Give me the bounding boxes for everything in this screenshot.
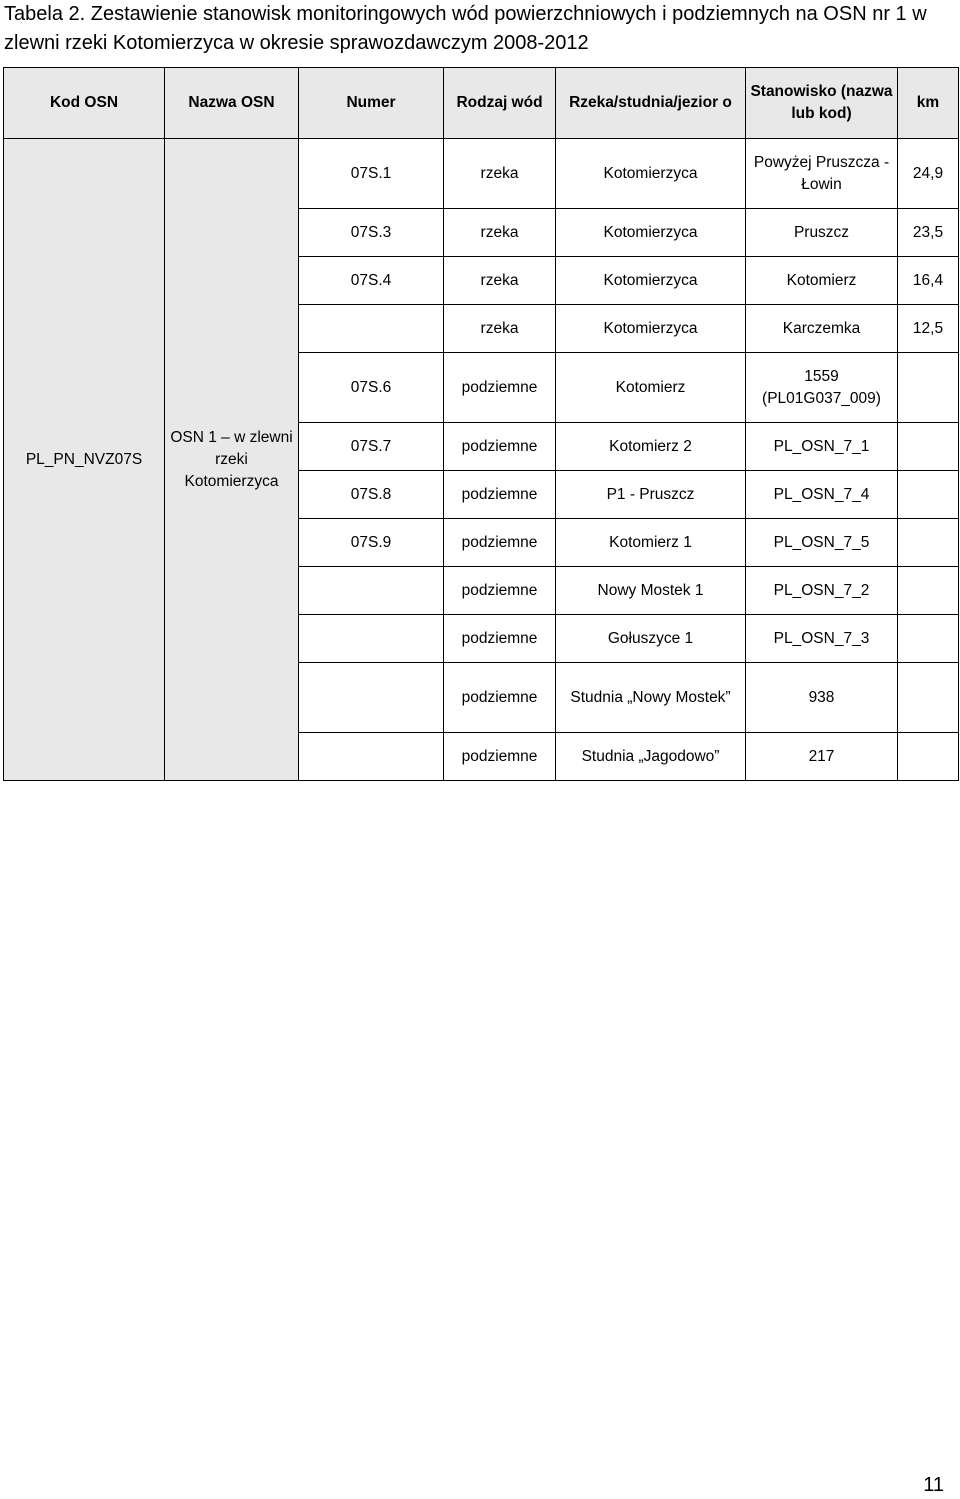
obiekt-cell: Kotomierz	[556, 353, 746, 423]
header-numer: Numer	[299, 68, 444, 139]
table-caption: Tabela 2. Zestawienie stanowisk monitoringowych wód powierzchniowych i podziemnych na OSN nr 1 w zlewni rzeki Kotomierzyca w okresie sprawozdawczym 2008-2012	[4, 3, 927, 54]
obiekt-cell: Studnia „Nowy Mostek”	[556, 663, 746, 733]
obiekt-cell: Studnia „Jagodowo”	[556, 733, 746, 781]
stanowisko-cell: 1559 (PL01G037_009)	[746, 353, 898, 423]
km-cell	[898, 471, 959, 519]
numer-cell: 07S.3	[299, 209, 444, 257]
rodzaj-cell: podziemne	[444, 663, 556, 733]
numer-cell	[299, 305, 444, 353]
obiekt-cell: Nowy Mostek 1	[556, 567, 746, 615]
numer-cell	[299, 663, 444, 733]
stanowisko-cell: 217	[746, 733, 898, 781]
obiekt-cell: Kotomierz 1	[556, 519, 746, 567]
nazwa-osn-cell: OSN 1 – w zlewni rzeki Kotomierzyca	[165, 139, 299, 781]
obiekt-cell: Kotomierzyca	[556, 139, 746, 209]
numer-cell	[299, 567, 444, 615]
rodzaj-cell: rzeka	[444, 139, 556, 209]
km-cell: 23,5	[898, 209, 959, 257]
km-cell	[898, 615, 959, 663]
header-rodzaj-wod: Rodzaj wód	[444, 68, 556, 139]
header-rzeka-studnia-jezioro: Rzeka/studnia/jezior o	[556, 68, 746, 139]
numer-cell: 07S.9	[299, 519, 444, 567]
obiekt-cell: Kotomierzyca	[556, 305, 746, 353]
header-km: km	[898, 68, 959, 139]
stanowisko-cell: Powyżej Pruszcza - Łowin	[746, 139, 898, 209]
header-row	[4, 68, 959, 139]
rodzaj-cell: podziemne	[444, 733, 556, 781]
numer-cell: 07S.8	[299, 471, 444, 519]
obiekt-cell: Kotomierz 2	[556, 423, 746, 471]
stanowisko-cell: PL_OSN_7_4	[746, 471, 898, 519]
km-cell	[898, 353, 959, 423]
km-cell: 12,5	[898, 305, 959, 353]
stanowisko-cell: PL_OSN_7_5	[746, 519, 898, 567]
obiekt-cell: P1 - Pruszcz	[556, 471, 746, 519]
numer-cell: 07S.4	[299, 257, 444, 305]
numer-cell	[299, 615, 444, 663]
stanowisko-cell: PL_OSN_7_1	[746, 423, 898, 471]
numer-cell: 07S.7	[299, 423, 444, 471]
rodzaj-cell: podziemne	[444, 471, 556, 519]
table-row	[4, 139, 959, 209]
header-nazwa-osn: Nazwa OSN	[165, 68, 299, 139]
rodzaj-cell: rzeka	[444, 209, 556, 257]
numer-cell	[299, 733, 444, 781]
rodzaj-cell: podziemne	[444, 615, 556, 663]
page-number: 11	[923, 1474, 944, 1496]
kod-osn-cell: PL_PN_NVZ07S	[4, 139, 165, 781]
rodzaj-cell: podziemne	[444, 353, 556, 423]
rodzaj-cell: podziemne	[444, 423, 556, 471]
km-cell	[898, 519, 959, 567]
stanowisko-cell: PL_OSN_7_3	[746, 615, 898, 663]
km-cell: 16,4	[898, 257, 959, 305]
km-cell	[898, 733, 959, 781]
stanowisko-cell: PL_OSN_7_2	[746, 567, 898, 615]
stanowisko-cell: Kotomierz	[746, 257, 898, 305]
rodzaj-cell: podziemne	[444, 519, 556, 567]
header-kod-osn: Kod OSN	[4, 68, 165, 139]
obiekt-cell: Kotomierzyca	[556, 257, 746, 305]
rodzaj-cell: podziemne	[444, 567, 556, 615]
km-cell	[898, 663, 959, 733]
stanowisko-cell: Pruszcz	[746, 209, 898, 257]
km-cell: 24,9	[898, 139, 959, 209]
stanowisko-cell: 938	[746, 663, 898, 733]
rodzaj-cell: rzeka	[444, 305, 556, 353]
numer-cell: 07S.6	[299, 353, 444, 423]
obiekt-cell: Gołuszyce 1	[556, 615, 746, 663]
km-cell	[898, 567, 959, 615]
header-stanowisko: Stanowisko (nazwa lub kod)	[746, 68, 898, 139]
obiekt-cell: Kotomierzyca	[556, 209, 746, 257]
stanowisko-cell: Karczemka	[746, 305, 898, 353]
numer-cell: 07S.1	[299, 139, 444, 209]
rodzaj-cell: rzeka	[444, 257, 556, 305]
km-cell	[898, 423, 959, 471]
monitoring-stations-table	[3, 67, 959, 781]
